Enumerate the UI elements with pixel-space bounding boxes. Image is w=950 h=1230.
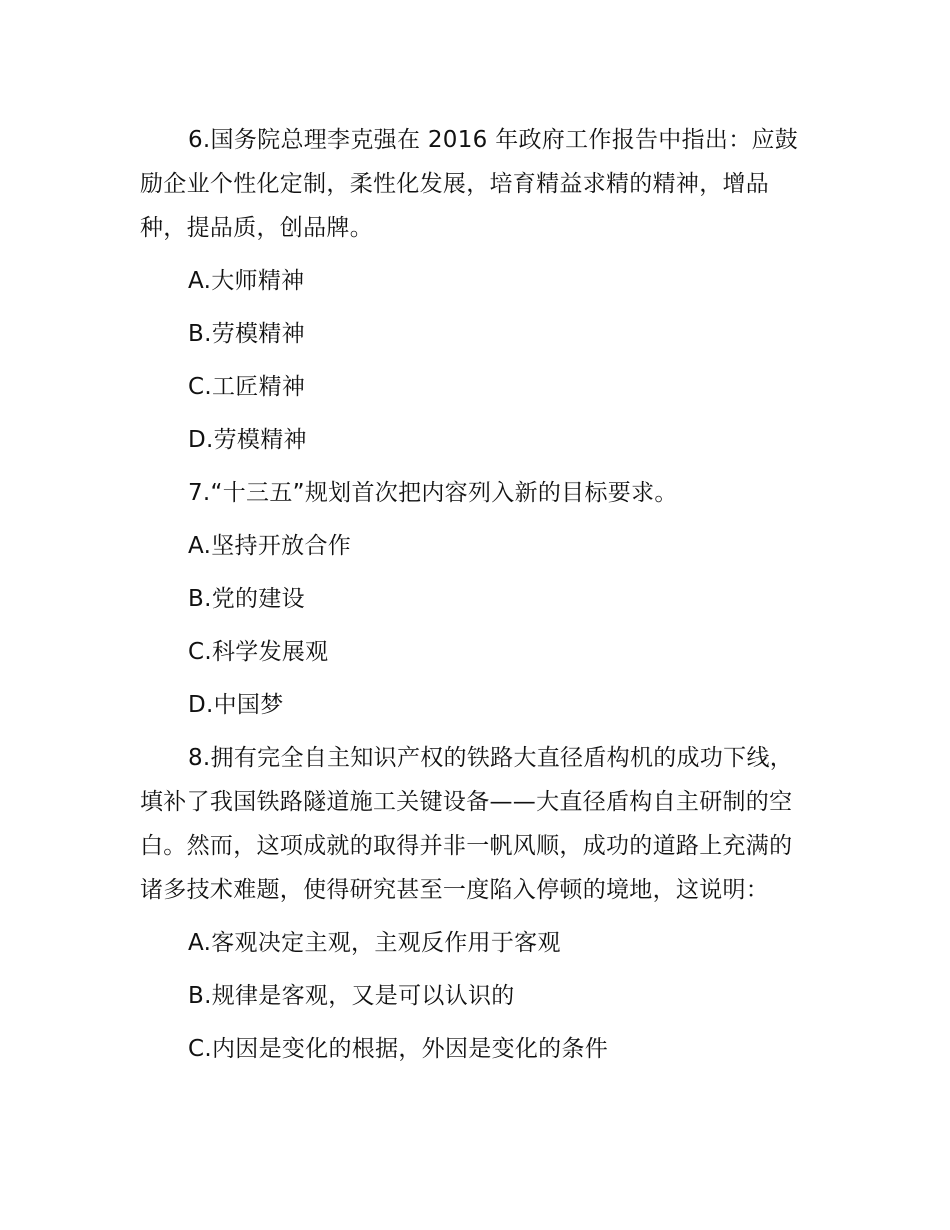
question-8-option-b: B.规律是客观，又是可以认识的	[188, 983, 515, 1009]
question-6-option-c: C.工匠精神	[188, 374, 306, 400]
question-6-option-d: D.劳模精神	[188, 427, 307, 453]
question-6-option-b: B.劳模精神	[188, 321, 305, 347]
question-8-stem: 8.拥有完全自主知识产权的铁路大直径盾构机的成功下线，填补了我国铁路隧道施工关键设备——大直径盾构自主研制的空白。然而，这项成就的取得并非一帆风顺，成功的道路上充满的诸多技术难题，使得研究甚至一度陷入停顿的境地，这说明：	[140, 745, 794, 903]
question-7-option-a: A.坚持开放合作	[188, 533, 352, 559]
question-7-stem: 7.“十三五”规划首次把内容列入新的目标要求。	[188, 480, 678, 506]
question-7-option-b: B.党的建设	[188, 586, 305, 612]
question-7-option-c: C.科学发展观	[188, 639, 329, 665]
question-8-option-a: A.客观决定主观，主观反作用于客观	[188, 930, 561, 956]
question-8-option-c: C.内因是变化的根据，外因是变化的条件	[188, 1036, 609, 1062]
document-page	[140, 118, 812, 1071]
question-6-stem: 6.国务院总理李克强在 2016 年政府工作报告中指出：应鼓励企业个性化定制，柔性化发展，培育精益求精的精神，增品种，提品质，创品牌。	[140, 127, 799, 241]
question-7-option-d: D.中国梦	[188, 692, 284, 718]
question-6-option-a: A.大师精神	[188, 268, 305, 294]
